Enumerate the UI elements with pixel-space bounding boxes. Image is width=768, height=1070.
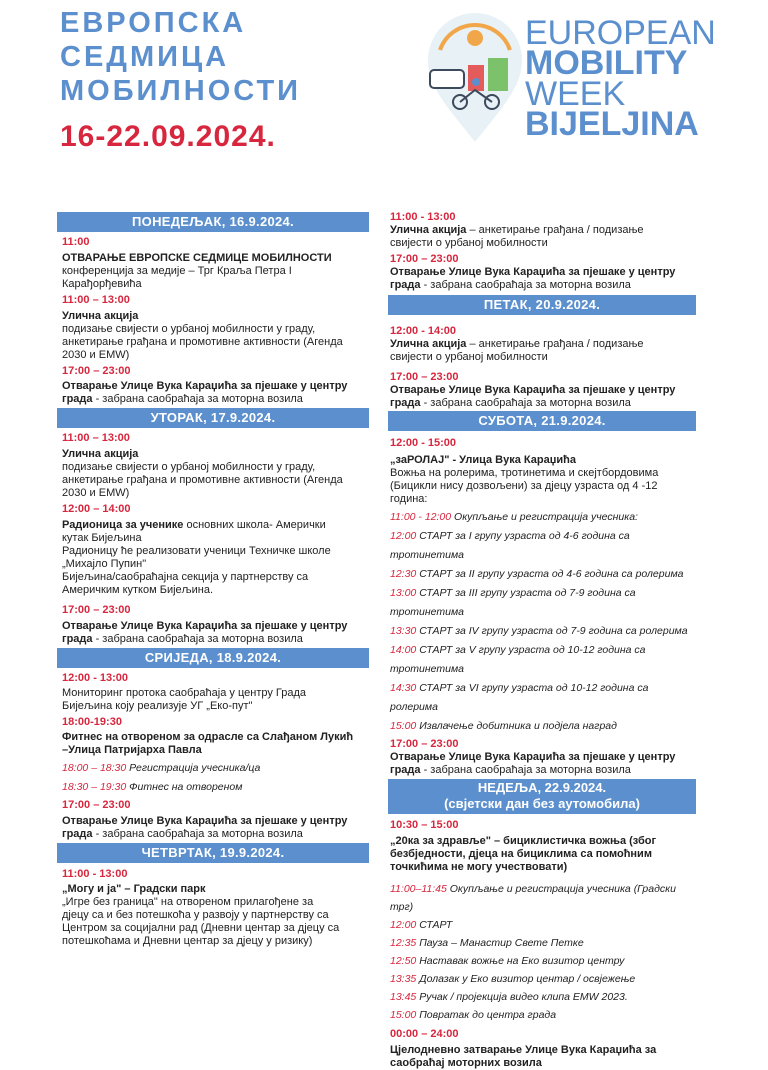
logo-line-week: WEEK [525,75,626,113]
event-desc: подизање свијести о урбаној мобилности у граду, [62,461,316,473]
schedule-time: 14:30 [390,682,417,694]
event-time: 12:00 - 14:00 [390,325,457,337]
schedule-text: Регистрација учесника/ца [126,762,261,774]
event-title: Отварање Улице Вука Караџића за пјешаке у центру [390,751,676,763]
event-title: града [62,828,93,840]
event-time: 00:00 – 24:00 [390,1028,459,1040]
day-header-sunday [388,779,696,814]
event-time: 12:00 - 13:00 [62,672,129,684]
event-desc: - забрана саобраћаја за моторна возила [92,633,303,645]
event-desc: Радионицу ће реализовати ученици Техничке школе [62,545,331,557]
event-time: 12:00 - 15:00 [390,437,457,449]
title-line-3: МОБИЛНОСТИ [60,75,302,107]
event-title: „Могу и ја" – Градски парк [62,883,206,895]
event-title: Цјелодневно затварање Улице Вука Караџића за [390,1044,657,1056]
schedule-text: Окупљање и регистрација учесника: [451,511,638,523]
title-line-1: ЕВРОПСКА [60,7,247,39]
schedule-time: 12:00 [390,530,417,542]
schedule-time: 11:00–11:45 [390,883,447,895]
event-title: саобраћај моторних возила [390,1057,542,1069]
schedule-time: 18:30 – 19:30 [62,781,127,793]
event-title: Улична акција [62,448,139,460]
mobility-logo-icon [420,10,530,145]
schedule-time: 13:45 [390,991,417,1003]
event-desc: „Игре без граница" на отвореном прилагођене за [62,896,314,908]
schedule-time: 11:00 - 12:00 [390,511,452,523]
event-title: града [390,279,421,291]
event-desc: свијести о урбаној мобилности [390,237,548,249]
event-title: града [390,764,421,776]
event-desc: - забрана саобраћаја за моторна возила [420,397,631,409]
event-dates: 16-22.09.2024. [60,120,276,153]
schedule-text: Пауза – Манастир Свете Петке [416,937,584,949]
event-title: града [390,397,421,409]
logo-line-european: EUROPEAN [525,14,716,52]
schedule-time: 13:35 [390,973,417,985]
event-desc: конференција за медије – Трг Краља Петра I [62,265,292,277]
schedule-text: СТАРТ за V групу узраста од 10-12 година са тротинетима [390,644,646,675]
title-block [60,6,301,108]
day-header-saturday: СУБОТА, 21.9.2024. [388,411,696,431]
event-desc: 2030 и EMW) [62,487,130,499]
schedule-text: СТАРТ за III групу узраста од 7-9 година са тротинетима [390,587,636,618]
event-desc: основних школа- Амерички [183,519,326,531]
schedule-text: СТАРТ за VI групу узраста од 10-12 година са ролерима [390,682,649,713]
event-title: Радионица за ученике [62,519,184,531]
event-desc: Америчким кутком Бијељина. [62,584,214,596]
event-time: 18:00-19:30 [62,716,122,728]
event-desc: анкетирање грађана и промотивне активности (Агенда [62,474,343,486]
event-time: 12:00 – 14:00 [62,503,131,515]
event-time: 11:00 – 13:00 [62,294,130,306]
day-header-monday: ПОНЕДЕЉАК, 16.9.2024. [57,212,369,232]
event-title: ОТВАРАЊЕ ЕВРОПСКЕ СЕДМИЦЕ МОБИЛНОСТИ [62,252,332,264]
event-title: Отварање Улице Вука Караџића за пјешаке у центру [62,620,348,632]
event-time: 17:00 – 23:00 [62,799,131,811]
right-column [388,210,696,1070]
event-time: 17:00 – 23:00 [62,604,131,616]
event-desc: 2030 и EMW) [62,349,130,361]
event-title: Фитнес на отвореном за одрасле са Слађаном Лукић [62,731,354,743]
day-header-friday: ПЕТАК, 20.9.2024. [388,295,696,315]
event-time: 17:00 – 23:00 [390,738,459,750]
event-title: Улична акција [62,310,139,322]
event-desc: „Михајло Пупин" [62,558,147,570]
event-time: 10:30 – 15:00 [390,819,459,831]
title-line-2: СЕДМИЦА [60,41,230,73]
event-desc: - забрана саобраћаја за моторна возила [92,828,303,840]
event-desc: Вожња на ролерима, тротинетима и скејтбордовима [390,467,659,479]
schedule-text: Фитнес на отвореном [126,781,243,793]
event-time: 17:00 – 23:00 [390,371,459,383]
event-title: Отварање Улице Вука Караџића за пјешаке у центру [390,266,676,278]
day-header-thursday: ЧЕТВРТАК, 19.9.2024. [57,843,369,863]
event-title: града [62,393,93,405]
event-time: 17:00 – 23:00 [390,253,459,265]
event-title: Улична акција [390,338,467,350]
event-title: Отварање Улице Вука Караџића за пјешаке у центру [390,384,676,396]
schedule-text: Наставак вожње на Еко визитор центру [416,955,625,967]
logo-line-mobility: MOBILITY [525,44,688,82]
event-desc: – анкетирање грађана / подизање [466,338,644,350]
schedule-time: 12:35 [390,937,417,949]
schedule-text: Окупљање и регистрација учесника (Градски трг) [390,883,676,913]
schedule-time: 12:50 [390,955,417,967]
event-title: Отварање Улице Вука Караџића за пјешаке у центру [62,380,348,392]
day-header-wednesday: СРИЈЕДА, 18.9.2024. [57,648,369,668]
schedule-text: СТАРТ за II групу узраста од 4-6 година са ролерима [416,568,684,580]
day-header-tuesday: УТОРАК, 17.9.2024. [57,408,369,428]
event-desc: Мониторинг протока саобраћаја у центру Града [62,687,307,699]
event-time: 11:00 - 13:00 [62,868,128,880]
event-title: Отварање Улице Вука Караџића за пјешаке у центру [62,815,348,827]
schedule-text: Извлачење добитника и подјела наград [416,720,617,732]
event-title: града [62,633,93,645]
event-desc: - забрана саобраћаја за моторна возила [420,764,631,776]
schedule-time: 15:00 [390,1009,417,1021]
event-desc: (Бицикли нису дозвољени) за дјецу узраста од 4 -12 година: [390,480,658,505]
schedule-time: 12:30 [390,568,417,580]
event-title: –Улица Патријарха Павла [62,744,202,756]
schedule-time: 15:00 [390,720,417,732]
schedule-time: 12:00 [390,919,417,931]
schedule-text: Повратак до центра града [416,1009,557,1021]
logo-text [525,14,716,143]
event-desc: Карађорђевића [62,278,142,290]
event-time: 11:00 – 13:00 [62,432,130,444]
event-title: безбједности, дјеца на бициклима са помоћним [390,848,652,860]
schedule-text: Долазак у Еко визитор центар / освјежење [416,973,636,985]
schedule-time: 14:00 [390,644,417,656]
schedule-text: Ручак / пројекција видео клипа EMW 2023. [416,991,628,1003]
event-desc: анкетирање грађана и промотивне активности (Агенда [62,336,343,348]
event-title: „20ка за здравље" – бициклистичка вожња (због [390,835,657,847]
schedule-text: СТАРТ за I групу узраста од 4-6 година са тротинетима [390,530,630,561]
event-desc: – анкетирање грађана / подизање [466,224,644,236]
event-desc: дјецу са и без потешкоћа у развоју у партнерству са [62,909,329,921]
event-desc: Бијељина/саобраћајна секција у партнерству са [62,571,309,583]
logo-line-city: BIJELJINA [525,105,699,143]
schedule-text: СТАРТ [416,919,453,931]
schedule-text: СТАРТ за IV групу узраста од 7-9 година са ролерима [416,625,688,637]
event-desc: кутак Бијељина [62,532,142,544]
event-title: точкићима не могу учествовати) [390,861,568,873]
day-header-sunday-date: НЕДЕЉА, 22.9.2024. [477,780,607,795]
schedule-time: 18:00 – 18:30 [62,762,127,774]
event-desc: подизање свијести о урбаној мобилности у граду, [62,323,316,335]
left-column [57,212,369,948]
event-desc: потешкоћама и Дневни центар за дјецу у ризику) [62,935,313,947]
schedule-time: 13:00 [390,587,417,599]
day-header-sunday-subtitle: (свјетски дан без аутомобила) [444,796,640,811]
schedule-time: 13:30 [390,625,417,637]
event-desc: Центром за социјални рад (Дневни центар за дјецу са [62,922,340,934]
event-time: 11:00 - 13:00 [390,211,456,223]
event-title: Улична акција [390,224,467,236]
event-time: 17:00 – 23:00 [62,365,131,377]
event-title: „заРОЛАЈ" - Улица Вука Караџића [390,454,576,466]
event-desc: Бијељина коју реализује УГ „Еко-пут" [62,700,253,712]
event-time: 11:00 [62,236,90,248]
event-desc: свијести о урбаној мобилности [390,351,548,363]
event-desc: - забрана саобраћаја за моторна возила [420,279,631,291]
event-desc: - забрана саобраћаја за моторна возила [92,393,303,405]
